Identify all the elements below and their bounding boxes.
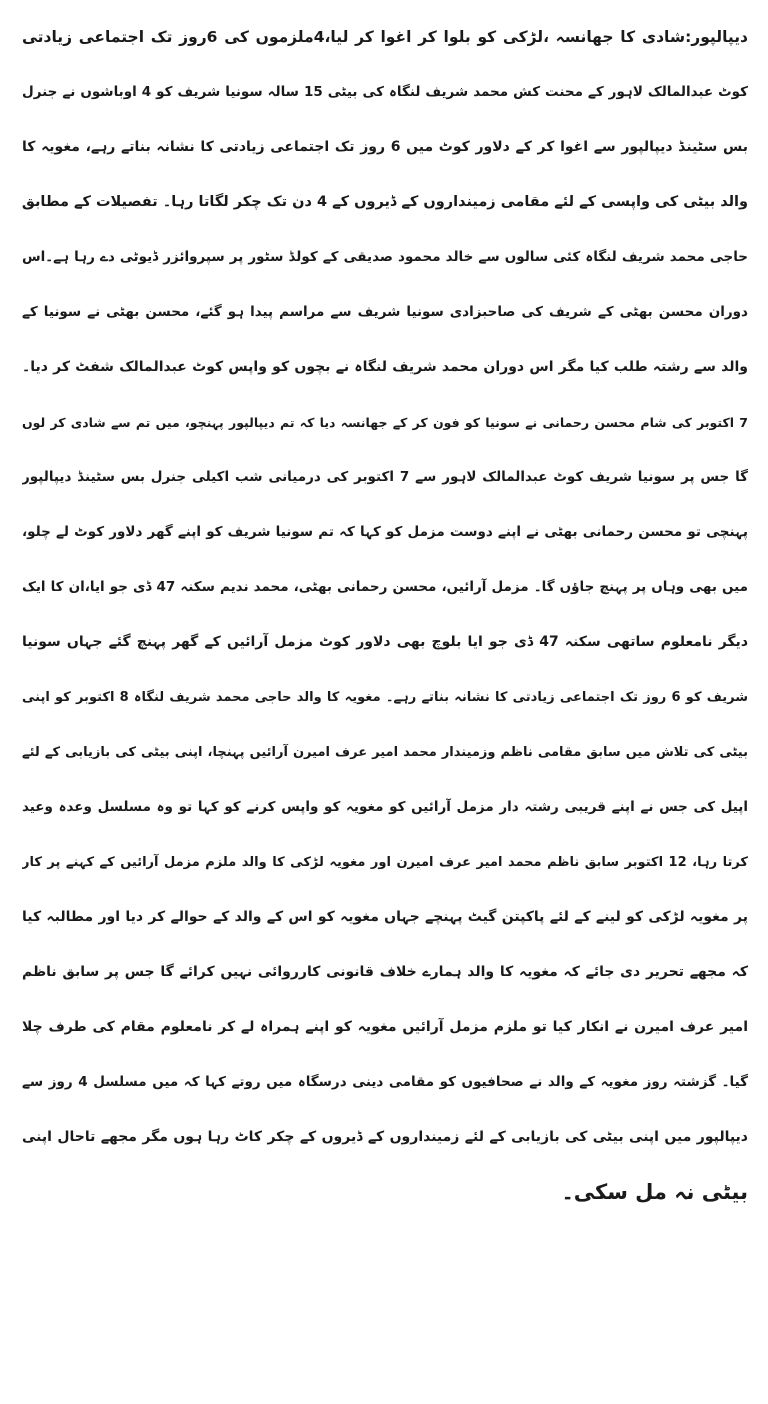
article-text-line: دیگر نامعلوم ساتھی سکنہ 47 ڈی جو ایا بلوچ بھی دلاور کوٹ مزمل آرائیں کے گھر پہنچ گئے جہاں سونیا xyxy=(22,634,748,650)
article-text-line: امیر عرف امیرن نے انکار کیا تو ملزم مزمل آرائیں مغویہ کو اپنے ہمراہ لے کر نامعلوم مقام کی طرف چلا xyxy=(22,1019,748,1035)
article-text-line: دیپالپور میں اپنی بیٹی کی بازیابی کے لئے زمینداروں کے ڈیروں کے چکر کاٹ رہا ہوں مگر مجھے تاحال اپنی xyxy=(22,1129,748,1145)
article-text-line: 7 اکتوبر کی شام محسن رحمانی نے سونیا کو فون کر کے جھانسہ دیا کہ تم دیپالپور پہنچو، میں تم سے شادی کر لوں xyxy=(22,415,748,430)
article-text-line: بیٹی کی تلاش میں سابق مقامی ناظم وزمیندار محمد امیر عرف امیرن آرائیں پہنچا، اپنی بیٹی کی بازیابی کے لئے xyxy=(22,745,748,760)
article-text-line: پر مغویہ لڑکی کو لینے کے لئے پاکپتن گیٹ پہنچے جہاں مغویہ کو اس کے والد کے حوالے کر دیا اور مطالبہ کیا xyxy=(22,909,748,925)
article-text-line: کوٹ عبدالمالک لاہور کے محنت کش محمد شریف لنگاہ کی بیٹی 15 سالہ سونیا شریف کو 4 اوباشوں نے جنرل xyxy=(22,84,748,100)
headline-line: دیپالپور:شادی کا جھانسہ ،لڑکی کو بلوا کر اغوا کر لیا،4ملزموں کی 6روز تک اجتماعی زیادتی xyxy=(22,28,748,46)
article-text-line: والد بیٹی کی واپسی کے لئے مقامی زمینداروں کے ڈیروں کے 4 دن تک چکر لگاتا رہا۔ تفصیلات کے مطابق xyxy=(22,194,748,210)
article-text-line: پہنچی تو محسن رحمانی بھٹی نے اپنے دوست مزمل کو کہا کہ تم سونیا شریف کو اپنے گھر دلاور کوٹ لے چلو، xyxy=(22,524,748,540)
article-text-line: گیا۔ گزشتہ روز مغویہ کے والد نے صحافیوں کو مقامی دینی درسگاہ میں روتے کہا کہ میں مسلسل 4 روز سے xyxy=(22,1074,748,1090)
article-text-line: کہ مجھے تحریر دی جائے کہ مغویہ کا والد ہمارے خلاف قانونی کارروائی نہیں کرائے گا جس پر سابق ناظم xyxy=(22,964,748,980)
article-text-line: حاجی محمد شریف لنگاہ کئی سالوں سے خالد محمود صدیقی کے کولڈ سٹور پر سپروائزر ڈیوٹی دے رہا ہے۔اس xyxy=(22,249,748,265)
article-text-line: شریف کو 6 روز تک اجتماعی زیادتی کا نشانہ بناتے رہے۔ مغویہ کا والد حاجی محمد شریف لنگاہ 8 اکتوبر کو اپنی xyxy=(22,690,748,705)
article-text-line: گا جس پر سونیا شریف کوٹ عبدالمالک لاہور سے 7 اکتوبر کی درمیانی شب اکیلی جنرل بس سٹینڈ دیپالپور xyxy=(22,469,748,485)
article-text-line: بس سٹینڈ دیپالپور سے اغوا کر کے دلاور کوٹ میں 6 روز تک اجتماعی زیادتی کا نشانہ بناتے رہے، مغویہ کا xyxy=(22,139,748,155)
news-article xyxy=(22,10,748,1390)
article-text-line: بیٹی نہ مل سکی۔ xyxy=(561,1180,748,1204)
article-text-line: اپیل کی جس نے اپنے قریبی رشتہ دار مزمل آرائیں کو مغویہ کو واپس کرنے کو کہا تو وہ مسلسل وعدہ وعید xyxy=(22,799,748,815)
article-text-line: کرتا رہا، 12 اکتوبر سابق ناظم محمد امیر عرف امیرن اور مغویہ لڑکی کا والد ملزم مزمل آرائیں کے کہنے پر کار xyxy=(22,855,748,870)
article-text-line: میں بھی وہاں پر پہنچ جاؤں گا۔ مزمل آرائیں، محسن رحمانی بھٹی، محمد ندیم سکنہ 47 ڈی جو ایا،ان کا ایک xyxy=(22,579,748,595)
article-text-line: والد سے رشتہ طلب کیا مگر اس دوران محمد شریف لنگاہ نے بچوں کو واپس کوٹ عبدالمالک شفٹ کر دیا۔ xyxy=(22,359,748,375)
article-text-line: دوران محسن بھٹی کے شریف کی صاحبزادی سونیا شریف سے مراسم پیدا ہو گئے، محسن بھٹی نے سونیا کے xyxy=(22,304,748,320)
